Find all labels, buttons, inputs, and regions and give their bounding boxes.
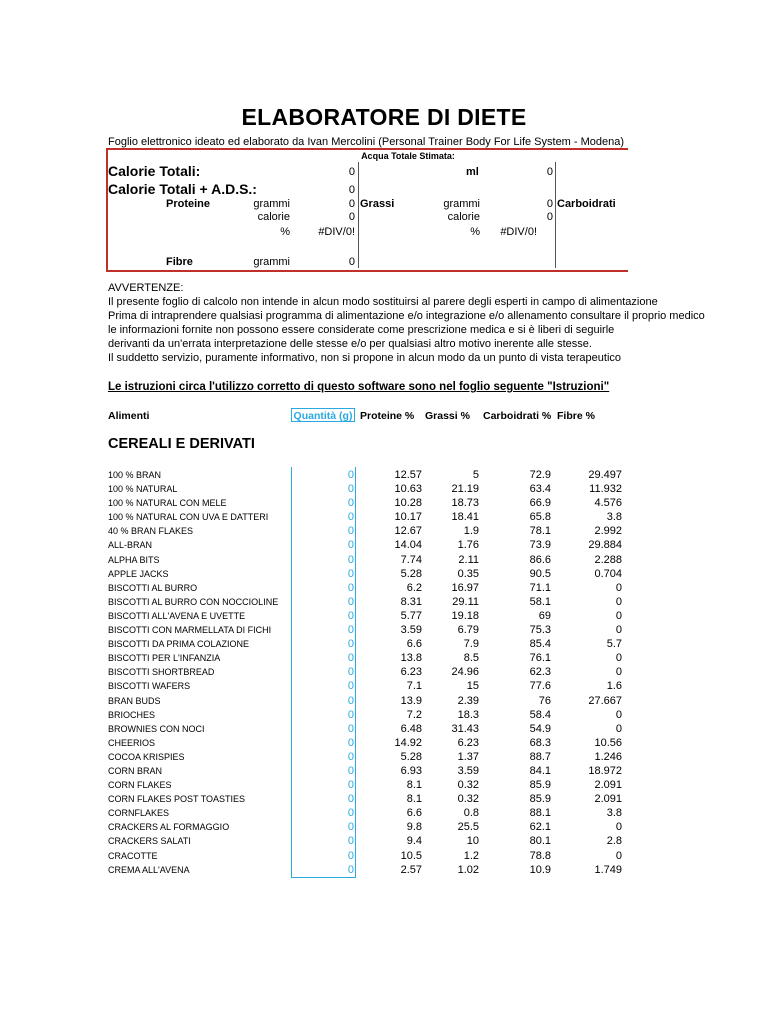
carboidrati-label: Carboidrati [557,198,616,210]
carboidrati-pct: 80.1 [529,835,551,848]
food-name: ALL-BRAN [108,540,153,551]
quantity-input[interactable]: 0 [347,539,354,552]
table-row [0,764,768,778]
fibre-pct: 18.972 [588,764,622,777]
fibre-pct: 2.8 [606,835,622,848]
calorie-ads-value: 0 [348,184,355,196]
grassi-pct: 1.37 [457,750,479,763]
carboidrati-pct: 62.3 [529,666,551,679]
carboidrati-pct: 90.5 [529,567,551,580]
quantity-input[interactable]: 0 [347,764,354,777]
proteine-pct: 7.2 [406,708,422,721]
table-row [0,581,768,595]
food-name: 100 % NATURAL CON MELE [108,498,227,509]
food-name: CRACOTTE [108,850,158,861]
fibre-pct: 0 [615,595,622,608]
grassi-calorie-value: 0 [546,211,553,223]
quantity-input[interactable]: 0 [347,511,354,524]
carboidrati-pct: 85.9 [529,793,551,806]
table-row [0,834,768,848]
proteine-pct: 2.57 [400,863,422,876]
section-heading: CEREALI E DERIVATI [108,436,255,452]
grassi-pct: 0.32 [457,779,479,792]
warning-line: Prima di intraprendere qualsiasi programma di alimentazione e/o integrazione e/o allenamento consultare il proprio medico [108,310,705,322]
column-header-quantita: Quantità (g) [291,408,355,422]
fibre-pct: 0 [615,581,622,594]
proteine-pct: 12.57 [394,469,422,481]
table-row [0,849,768,863]
carboidrati-pct: 58.4 [529,708,551,721]
grassi-calorie-label: calorie [447,211,480,223]
fibre-pct: 0 [615,666,622,679]
quantity-input[interactable]: 0 [347,835,354,848]
carboidrati-pct: 73.9 [529,539,551,552]
fibre-pct: 3.8 [606,807,622,820]
grassi-pct: 24.96 [451,666,479,679]
carboidrati-pct: 85.9 [529,779,551,792]
table-row [0,637,768,651]
food-name: BISCOTTI AL BURRO [108,582,198,593]
proteine-pct: 8.1 [406,779,422,792]
quantity-input[interactable]: 0 [347,652,354,665]
grassi-pct: 0.35 [457,567,479,580]
carboidrati-pct: 10.9 [529,863,551,876]
food-name: CREMA ALL'AVENA [108,864,190,875]
fibre-pct: 1.6 [606,680,622,693]
quantity-input[interactable]: 0 [347,581,354,594]
grassi-pct: 18.41 [451,511,479,524]
table-row [0,496,768,510]
carboidrati-pct: 66.9 [529,497,551,510]
warning-line: Il presente foglio di calcolo non intende in alcun modo sostituirsi al parere degli esperti in campo di alimentazione [108,296,658,308]
carboidrati-pct: 54.9 [529,722,551,735]
proteine-pct: 6.6 [406,807,422,820]
proteine-pct: 6.48 [400,722,422,735]
table-row [0,623,768,637]
fibre-grammi-value: 0 [348,256,355,268]
food-name: BISCOTTI DA PRIMA COLAZIONE [108,639,250,650]
proteine-pct-label: % [280,226,290,238]
column-header-alimenti: Alimenti [108,410,150,422]
quantity-input[interactable]: 0 [347,680,354,693]
quantity-input[interactable]: 0 [347,779,354,792]
grassi-pct: 16.97 [451,581,479,594]
grassi-pct: 8.5 [463,652,479,665]
fibre-pct: 0.704 [594,567,622,580]
food-name: BROWNIES CON NOCI [108,723,205,734]
carboidrati-pct: 72.9 [529,469,551,481]
food-name: BRAN BUDS [108,695,161,706]
water-label: Acqua Totale Stimata: [361,151,455,161]
column-header-grassi: Grassi % [425,410,470,422]
food-name: BISCOTTI WAFERS [108,681,191,692]
food-name: CORNFLAKES [108,808,170,819]
grassi-label: Grassi [360,198,395,210]
grassi-pct: 19.18 [451,609,479,622]
quantity-input[interactable]: 0 [347,708,354,721]
proteine-pct: 6.6 [406,638,422,651]
carboidrati-pct: 76.1 [529,652,551,665]
carboidrati-pct: 65.8 [529,511,551,524]
proteine-pct: 7.1 [406,680,422,693]
food-name: BISCOTTI CON MARMELLATA DI FICHI [108,625,272,636]
fibre-pct: 2.288 [594,553,622,566]
grassi-pct: 2.39 [457,694,479,707]
grassi-pct: 18.73 [451,497,479,510]
quantity-input[interactable]: 0 [347,567,354,580]
quantity-input[interactable]: 0 [347,483,354,496]
proteine-grammi-value: 0 [348,198,355,210]
proteine-calorie-value: 0 [348,211,355,223]
grassi-pct: 10 [466,835,479,848]
carboidrati-pct: 88.7 [529,750,551,763]
grassi-pct: 6.23 [457,736,479,749]
table-row [0,694,768,708]
carboidrati-pct: 75.3 [529,624,551,637]
grassi-pct: 21.19 [451,483,479,496]
grassi-pct: 2.11 [458,553,479,566]
table-row [0,736,768,750]
grassi-pct: 0.32 [457,793,479,806]
proteine-pct: 13.8 [400,652,422,665]
food-name: APPLE JACKS [108,568,169,579]
table-row [0,595,768,609]
table-row [0,651,768,665]
table-row [0,778,768,792]
quantity-input[interactable]: 0 [347,694,354,707]
grassi-grammi-value: 0 [546,198,553,210]
food-name: CORN FLAKES POST TOASTIES [108,794,246,805]
quantity-input[interactable]: 0 [347,750,354,763]
column-header-fibre: Fibre % [557,410,595,422]
proteine-label: Proteine [166,198,211,210]
water-value: 0 [546,166,553,178]
fibre-pct: 27.667 [588,694,622,707]
food-table [0,468,768,877]
table-row [0,609,768,623]
carboidrati-pct: 78.1 [529,525,551,538]
food-name: 40 % BRAN FLAKES [108,526,194,537]
grassi-pct: 1.76 [457,539,479,552]
proteine-pct: 12.67 [394,525,422,538]
table-row [0,806,768,820]
fibre-pct: 2.992 [594,525,622,538]
table-row [0,553,768,567]
proteine-pct: 5.28 [400,567,422,580]
quantity-input[interactable]: 0 [347,736,354,749]
carboidrati-pct: 84.1 [529,764,551,777]
table-row [0,722,768,736]
grassi-pct: 1.9 [463,525,479,538]
fibre-pct: 0 [615,624,622,637]
fibre-label: Fibre [166,256,193,268]
food-name: 100 % BRAN [108,470,162,480]
water-unit: ml [466,166,479,178]
quantity-input[interactable]: 0 [347,793,354,806]
grassi-pct: 25.5 [457,821,479,834]
summary-divider-grassi [358,162,359,268]
table-row [0,482,768,496]
table-row [0,510,768,524]
food-name: BISCOTTI ALL'AVENA E UVETTE [108,610,246,621]
fibre-grammi-label: grammi [253,256,290,268]
grassi-pct: 7.9 [463,638,479,651]
proteine-pct: 6.93 [400,764,422,777]
food-name: CRACKERS AL FORMAGGIO [108,822,230,833]
carboidrati-pct: 69 [538,609,551,622]
fibre-pct: 0 [615,652,622,665]
warning-line: le informazioni fornite non possono essere considerate come prescrizione medica e si è liberi di seguirle [108,324,615,336]
carboidrati-pct: 78.8 [529,849,551,862]
proteine-pct-value: #DIV/0! [318,226,355,238]
grassi-pct: 31.43 [451,722,479,735]
proteine-calorie-label: calorie [257,211,290,223]
fibre-pct: 2.091 [594,793,622,806]
proteine-grammi-label: grammi [253,198,290,210]
fibre-pct: 3.8 [606,511,622,524]
proteine-pct: 5.28 [400,750,422,763]
table-row [0,538,768,552]
fibre-pct: 0 [615,609,622,622]
quantity-input[interactable]: 0 [347,609,354,622]
fibre-pct: 1.749 [594,863,622,876]
quantity-input[interactable]: 0 [347,525,354,538]
proteine-pct: 10.5 [400,849,422,862]
table-row [0,679,768,693]
carboidrati-pct: 63.4 [529,483,551,496]
table-row [0,820,768,834]
table-row [0,665,768,679]
food-name: BISCOTTI SHORTBREAD [108,667,215,678]
fibre-pct: 1.246 [594,750,622,763]
table-row [0,792,768,806]
warning-line: Il suddetto servizio, puramente informativo, non si propone in alcun modo da un punto di vista terapeutico [108,352,622,364]
food-name: BISCOTTI AL BURRO CON NOCCIOLINE [108,596,279,607]
carboidrati-pct: 71.1 [529,581,551,594]
grassi-pct-label: % [470,226,480,238]
grassi-pct: 29.11 [452,595,479,608]
proteine-pct: 10.17 [394,511,422,524]
quantity-input[interactable]: 0 [347,863,354,876]
food-name: BRIOCHES [108,709,156,720]
grassi-pct: 3.59 [457,764,479,777]
food-name: BISCOTTI PER L'INFANZIA [108,653,221,664]
table-row [0,524,768,538]
quantity-input[interactable]: 0 [347,497,354,510]
food-name: CORN FLAKES [108,780,172,791]
warnings-heading: AVVERTENZE: [108,282,184,294]
table-row [0,863,768,877]
grassi-pct: 1.2 [463,849,479,862]
fibre-pct: 5.7 [606,638,622,651]
carboidrati-pct: 76 [538,694,551,707]
food-name: CRACKERS SALATI [108,836,191,847]
carboidrati-pct: 86.6 [529,553,551,566]
page-subtitle: Foglio elettronico ideato ed elaborato da Ivan Mercolini (Personal Trainer Body For Life System - Modena) [108,136,625,148]
proteine-pct: 14.04 [394,539,422,552]
proteine-pct: 6.2 [406,581,422,594]
grassi-pct-value: #DIV/0! [500,226,537,238]
proteine-pct: 5.77 [400,609,422,622]
quantity-input[interactable]: 0 [347,638,354,651]
proteine-pct: 14.92 [394,736,422,749]
fibre-pct: 29.497 [588,469,622,481]
fibre-pct: 0 [615,722,622,735]
table-row [0,708,768,722]
quantity-input[interactable]: 0 [347,624,354,637]
carboidrati-pct: 58.1 [529,595,551,608]
carboidrati-pct: 62.1 [529,821,551,834]
food-name: 100 % NATURAL [108,484,178,495]
fibre-pct: 2.091 [594,779,622,792]
proteine-pct: 13.9 [400,694,422,707]
food-name: CORN BRAN [108,765,163,776]
calorie-totali-label: Calorie Totali: [108,163,201,179]
fibre-pct: 4.576 [594,497,622,510]
quantity-input[interactable]: 0 [347,807,354,820]
proteine-pct: 7.74 [400,553,422,566]
page-title: ELABORATORE DI DIETE [241,104,527,130]
fibre-pct: 0 [615,708,622,721]
proteine-pct: 6.23 [400,666,422,679]
grassi-pct: 5 [472,469,479,481]
instructions-note: Le istruzioni circa l'utilizzo corretto di questo software sono nel foglio seguente "Istruzioni" [108,381,610,393]
quantity-input[interactable]: 0 [347,849,354,862]
food-name: ALPHA BITS [108,554,160,565]
fibre-pct: 0 [615,821,622,834]
quantity-input[interactable]: 0 [347,821,354,834]
carboidrati-pct: 85.4 [529,638,551,651]
food-name: 100 % NATURAL CON UVA E DATTERI [108,512,269,523]
calorie-totali-value: 0 [348,166,355,178]
grassi-pct: 15 [466,680,479,693]
proteine-pct: 9.8 [406,821,422,834]
column-header-proteine: Proteine % [360,410,415,422]
carboidrati-pct: 88.1 [529,807,551,820]
grassi-pct: 1.02 [457,863,479,876]
fibre-pct: 10.56 [594,736,622,749]
quantity-input[interactable]: 0 [347,595,354,608]
quantity-input[interactable]: 0 [347,469,354,481]
table-row [0,750,768,764]
quantity-input[interactable]: 0 [347,722,354,735]
carboidrati-pct: 77.6 [529,680,551,693]
proteine-pct: 10.63 [394,483,422,496]
table-row [0,468,768,482]
grassi-pct: 0.8 [463,807,479,820]
grassi-pct: 6.79 [457,624,479,637]
proteine-pct: 9.4 [406,835,422,848]
table-row [0,567,768,581]
carboidrati-pct: 68.3 [529,736,551,749]
calorie-ads-label: Calorie Totali + A.D.S.: [108,181,257,197]
proteine-pct: 8.1 [406,793,422,806]
fibre-pct: 29.884 [588,539,622,552]
food-name: COCOA KRISPIES [108,751,185,762]
proteine-pct: 3.59 [400,624,422,637]
fibre-pct: 11.932 [589,483,622,496]
column-header-carboidrati: Carboidrati % [483,410,552,422]
grassi-pct: 18.3 [457,708,479,721]
proteine-pct: 10.28 [394,497,422,510]
grassi-grammi-label: grammi [443,198,480,210]
food-name: CHEERIOS [108,737,156,748]
quantity-input[interactable]: 0 [347,553,354,566]
fibre-pct: 0 [615,849,622,862]
warning-line: derivanti da un'errata interpretazione delle stesse e/o per qualsiasi altro motivo inerente alle stesse. [108,338,592,350]
summary-divider-carboidrati [555,162,556,268]
quantity-input[interactable]: 0 [347,666,354,679]
proteine-pct: 8.31 [400,595,422,608]
